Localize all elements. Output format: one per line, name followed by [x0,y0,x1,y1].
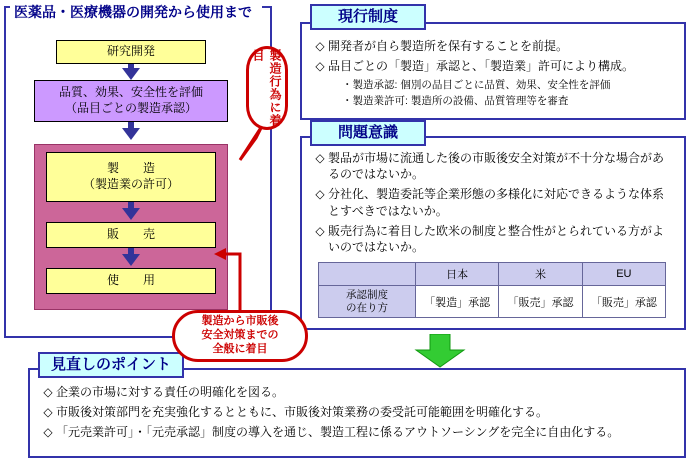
left-panel-title: 医薬品・医療機器の開発から使用まで [10,0,262,24]
flow-box-research-development [56,40,206,64]
table-header-eu: EU [582,263,665,286]
flow-arrow-1-head [122,68,140,80]
current-system-title: 現行制度 [310,4,426,30]
problem-awareness-bullet [312,150,674,182]
flow-box-manufacturing [46,152,216,202]
flow-box-quality-evaluation-line2: （品目ごとの製造承認） [64,101,197,115]
table-cell-japan: 「製造」承認 [416,286,499,318]
callout-post-market-arrow [214,238,242,316]
callout-post-market-focus [172,310,308,362]
revision-point-bullet-text: 企業の市場に対する責任の明確化を図る。 [56,385,285,399]
flow-box-sales-label: 販 売 [106,227,155,242]
flow-arrow-3-head [122,208,140,220]
table-header-us: 米 [499,263,582,286]
green-down-arrow-icon [414,334,466,368]
current-system-panel [300,22,686,120]
flow-box-sales [46,222,216,248]
table-row-header [319,286,416,318]
table-cell-eu: 「販売」承認 [582,286,665,318]
bullet-marker-icon: ◇ [315,151,325,165]
revision-point-bullet [40,404,674,420]
current-system-bullet [312,38,674,54]
bullet-marker-icon: ◇ [43,385,53,399]
table-cell-us: 「販売」承認 [499,286,582,318]
problem-awareness-bullet-text: 製品が市場に流通した後の市販後安全対策が不十分な場合があるのではないか。 [328,151,665,182]
revision-point-bullet [40,424,674,440]
table-header-row [319,263,666,286]
revision-point-bullet-text: 「元売業許可」・「元売承認」制度の導入を通じ、製造工程に係るアウトソーシングを完全に自由化する。 [56,425,620,440]
table-row-header-line1: 承認制度 [346,289,388,301]
callout-manufacturing-focus [246,46,288,130]
problem-awareness-title: 問題意識 [310,120,426,146]
approval-system-comparison-table [318,262,666,324]
callout-post-market-focus-line2: 安全対策までの [201,329,279,342]
problem-awareness-bullet [312,223,674,255]
current-system-bullet [312,58,674,74]
bullet-marker-icon: ◇ [43,425,53,440]
bullet-marker-icon: ◇ [43,405,53,420]
revision-point-bullet [40,384,674,400]
flow-arrow-4-head [122,254,140,266]
current-system-subnote: ・製造業許可: 製造所の設備、品質管理等を審査 [342,94,569,107]
revision-points-panel [28,368,686,458]
callout-post-market-focus-line1: 製造から市販後 [201,315,279,328]
callout-post-market-focus-line3: 全般に着目 [212,342,268,355]
flow-box-research-development-label: 研究開発 [106,44,155,59]
flow-box-quality-evaluation [34,80,228,122]
flow-box-manufacturing-line1: 製 造 [106,161,155,176]
bullet-marker-icon: ◇ [315,223,325,238]
table-header-japan: 日本 [416,263,499,286]
flow-arrow-2-head [122,128,140,140]
revision-points-title: 見直しのポイント [38,352,184,378]
bullet-marker-icon: ◇ [315,39,325,53]
flow-box-manufacturing-line2: （製造業の許可） [82,177,179,191]
table-row-header-line2: の在り方 [346,301,388,314]
bullet-marker-icon: ◇ [315,59,325,74]
problem-awareness-bullet [312,186,674,218]
bullet-marker-icon: ◇ [315,187,325,202]
problem-awareness-bullet-text: 分社化、製造委託等企業形態の多様化に対応できるような体系とすべきではないか。 [328,187,665,218]
revision-point-bullet-text: 市販後対策部門を充実強化するとともに、市販後対策業務の委受託可能範囲を明確化する。 [56,405,549,420]
table-row [319,286,666,318]
callout-manufacturing-focus-tail [238,126,262,162]
flow-box-use [46,268,216,294]
flow-box-quality-evaluation-line1: 品質、効果、安全性を評価 [58,85,203,100]
table-header-corner [319,263,416,286]
callout-manufacturing-focus-label: 製造行為に着目 [251,49,282,127]
problem-awareness-bullet-text: 販売行為に着目した欧米の制度と整合性がとられている方がよいのではないか。 [328,223,665,254]
current-system-subnote: ・製造承認: 個別の品目ごとに品質、効果、安全性を評価 [342,79,611,92]
current-system-bullet-text: 品目ごとの「製造」承認と、「製造業」許可により構成。 [328,59,635,74]
current-system-bullet-text: 開発者が自ら製造所を保有することを前提。 [328,39,569,53]
flow-box-use-label: 使 用 [106,273,155,288]
